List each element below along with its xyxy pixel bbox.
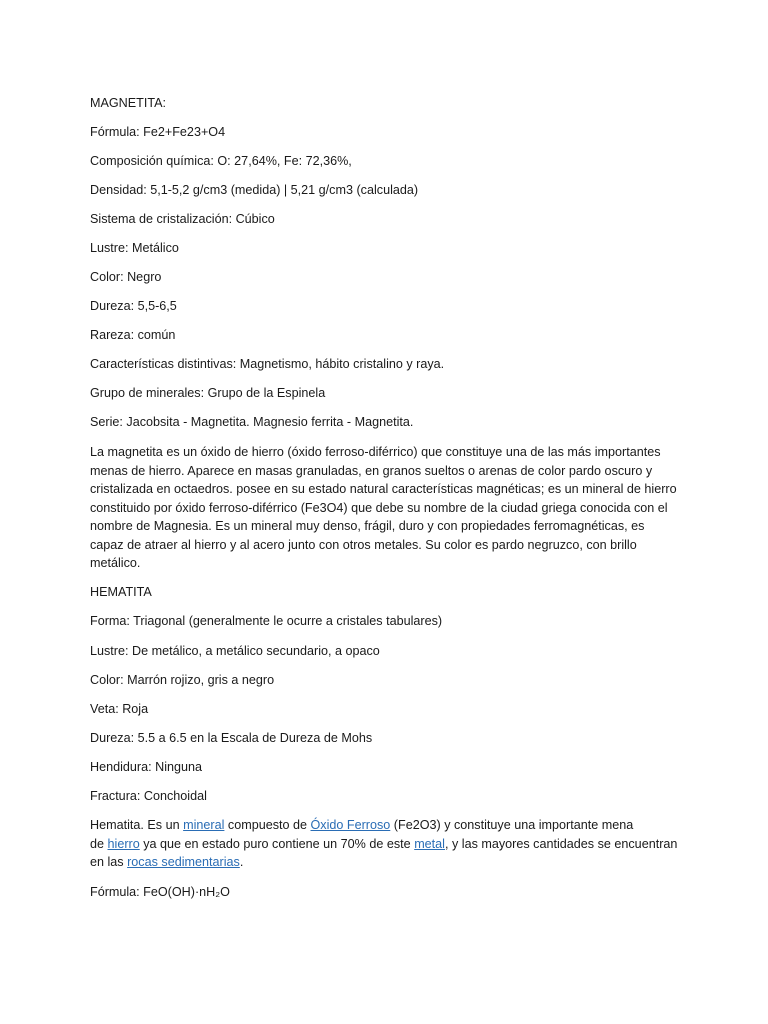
desc-text: ya que en estado puro contiene un 70% de este [139, 836, 415, 851]
magnetita-composicion: Composición química: O: 27,64%, Fe: 72,36%, [90, 154, 352, 168]
description-line: metálico. [90, 556, 141, 570]
hematita-description [90, 816, 677, 872]
hematita-fractura: Fractura: Conchoidal [90, 789, 207, 803]
desc-text: Hematita. Es un [90, 818, 184, 832]
description-line: La magnetita es un óxido de hierro (óxido ferroso-diférrico) que constituye una de las más importantes [90, 445, 661, 459]
description-line: cristalizada en octaedros. posee en su estado natural características magnéticas; es un mineral de hierro [90, 482, 677, 496]
magnetita-dureza: Dureza: 5,5-6,5 [90, 299, 177, 313]
hematita-formula: Fórmula: FeO(OH)·nH₂O [90, 885, 230, 899]
magnetita-densidad: Densidad: 5,1-5,2 g/cm3 (medida) | 5,21 g/cm3 (calculada) [90, 183, 419, 197]
magnetita-caracteristicas: Características distintivas: Magnetismo, hábito cristalino y raya. [90, 357, 445, 371]
hematita-lustre: Lustre: De metálico, a metálico secundario, a opaco [90, 644, 380, 658]
magnetita-sistema: Sistema de cristalización: Cúbico [90, 212, 275, 226]
hematita-forma: Forma: Triagonal (generalmente le ocurre a cristales tabulares) [90, 614, 443, 628]
link-hierro[interactable]: hierro [107, 836, 140, 851]
hematita-veta: Veta: Roja [90, 702, 149, 716]
hematita-desc-line-3 [90, 853, 677, 872]
magnetita-description [90, 443, 677, 573]
magnetita-serie: Serie: Jacobsita - Magnetita. Magnesio ferrita - Magnetita. [90, 415, 414, 429]
hematita-desc-line-1 [90, 816, 677, 835]
magnetita-lustre: Lustre: Metálico [90, 241, 179, 255]
description-line: nombre de Magnesia. Es un mineral muy denso, frágil, duro y con propiedades ferromagnéticas, es [90, 519, 645, 533]
magnetita-title: MAGNETITA: [90, 96, 167, 110]
link-oxido-ferroso[interactable]: Óxido Ferroso [310, 818, 391, 832]
magnetita-color: Color: Negro [90, 270, 162, 284]
description-line: constituido por óxido ferroso-diférrico (Fe3O4) que debe su nombre de la ciudad griega conocida con el [90, 500, 668, 515]
magnetita-grupo: Grupo de minerales: Grupo de la Espinela [90, 386, 326, 400]
hematita-color: Color: Marrón rojizo, gris a negro [90, 673, 275, 687]
desc-text: compuesto de [224, 818, 311, 832]
hematita-desc-line-2 [90, 835, 677, 854]
magnetita-rareza: Rareza: común [90, 328, 176, 342]
desc-text: en las [90, 855, 128, 869]
hematita-hendidura: Hendidura: Ninguna [90, 760, 203, 774]
link-rocas-sedimentarias[interactable]: rocas sedimentarias [127, 855, 240, 869]
description-line: capaz de atraer al hierro y al acero junto con otros metales. Su color es pardo negruzco, con brillo [90, 537, 637, 552]
description-line: menas de hierro. Aparece en masas granuladas, en granos sueltos o arenas de color pardo oscuro y [90, 463, 653, 478]
magnetita-formula: Fórmula: Fe2+Fe23+O4 [90, 125, 226, 139]
desc-text: de [90, 836, 108, 851]
desc-text: , y las mayores cantidades se encuentran [444, 836, 678, 851]
desc-text: . [239, 855, 244, 869]
link-mineral[interactable]: mineral [183, 818, 225, 832]
desc-text: (Fe2O3) y constituye una importante mena [390, 818, 634, 832]
link-metal[interactable]: metal [414, 836, 445, 851]
hematita-title: HEMATITA [90, 585, 152, 599]
hematita-dureza: Dureza: 5.5 a 6.5 en la Escala de Dureza de Mohs [90, 731, 373, 745]
